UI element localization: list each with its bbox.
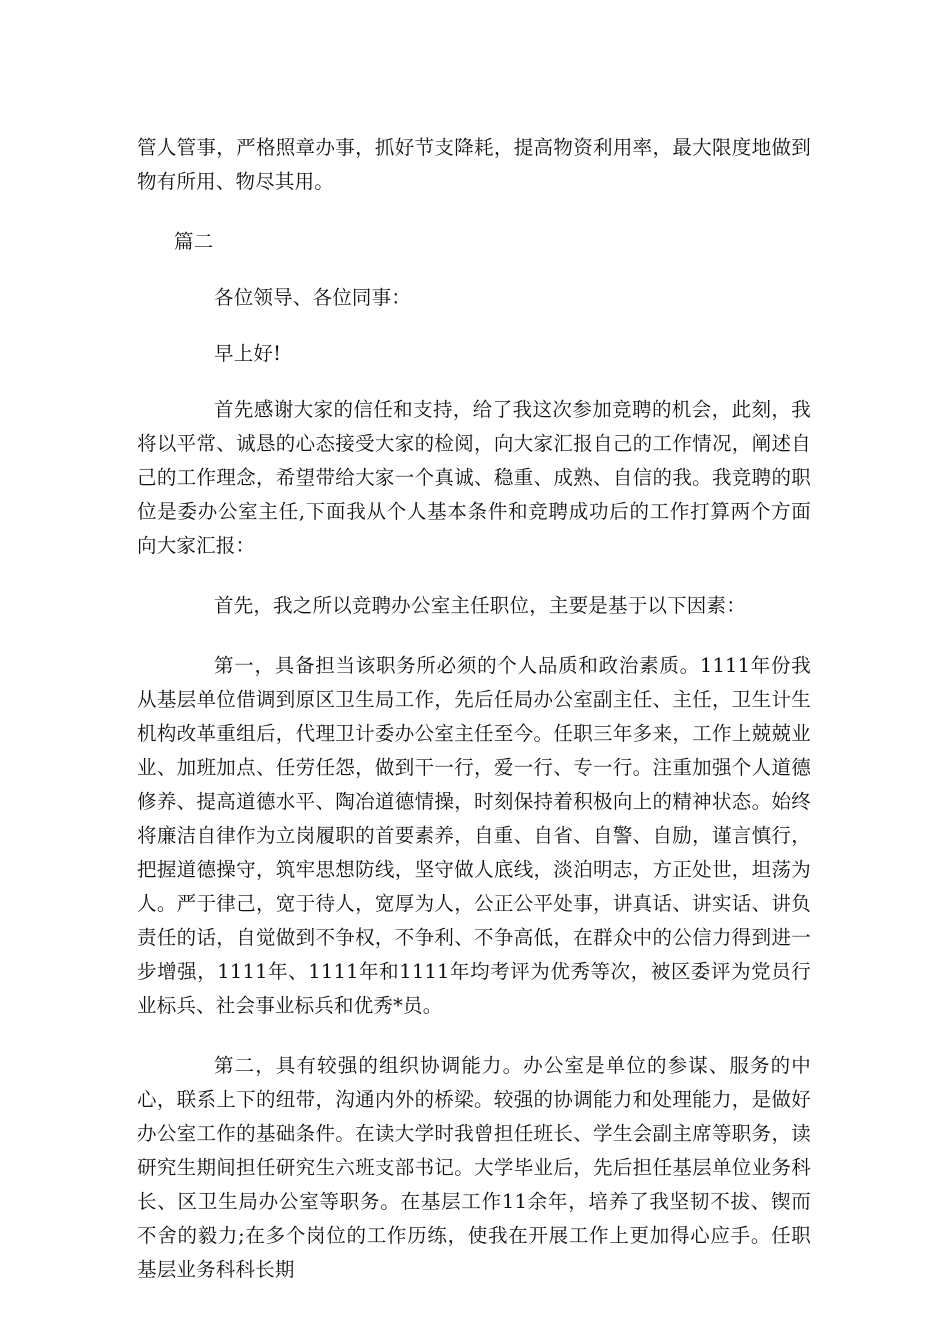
paragraph-continuation: 管人管事，严格照章办事，抓好节支降耗，提高物资利用率，最大限度地做到物有所用、物尽其用。 [137, 136, 811, 193]
paragraph-first: 第一，具备担当该职务所必须的个人品质和政治素质。1111年份我从基层单位借调到原区卫生局工作，先后任局办公室副主任、主任，卫生计生机构改革重组后，代理卫计委办公室主任至今。任职三年多来，工作上兢兢业业、加班加点、任劳任怨，做到干一行，爱一行、专一行。注重加强个人道德修养、提高道德水平、陶冶道德情操，时刻保持着积极向上的精神状态。始终将廉洁自律作为立岗履职的首要素养，自重、自省、自警、自励，谨言慎行，把握道德操守，筑牢思想防线，坚守做人底线，淡泊明志，方正处世，坦荡为人。严于律己，宽于待人，宽厚为人，公正公平处事，讲真话、讲实话、讲负责任的话，自觉做到不争权，不争利、不争高低，在群众中的公信力得到进一步增强，1111年、1111年和1111年均考评为优秀等次，被区委评为党员行业标兵、社会事业标兵和优秀*员。 [137, 654, 811, 1017]
paragraph-second: 第二，具有较强的组织协调能力。办公室是单位的参谋、服务的中心，联系上下的纽带，沟通内外的桥梁。较强的协调能力和处理能力，是做好办公室工作的基础条件。在读大学时我曾担任班长、学生会副主席等职务，读研究生期间担任研究生六班支部书记。大学毕业后，先后担任基层单位业务科长、区卫生局办公室等职务。在基层工作11余年，培养了我坚韧不拔、锲而不舍的毅力;在多个岗位的工作历练，使我在开展工作上更加得心应手。任职基层业务科科长期 [137, 1054, 811, 1281]
document-body [137, 131, 811, 1287]
paragraph-intro: 首先感谢大家的信任和支持，给了我这次参加竞聘的机会，此刻，我将以平常、诚恳的心态接受大家的检阅，向大家汇报自己的工作情况，阐述自己的工作理念，希望带给大家一个真诚、稳重、成熟、自信的我。我竞聘的职位是委办公室主任,下面我从个人基本条件和竞聘成功后的工作打算两个方面向大家汇报： [137, 398, 811, 557]
paragraph-reasons: 首先，我之所以竞聘办公室主任职位，主要是基于以下因素： [214, 594, 746, 617]
section-heading: 篇二 [174, 230, 214, 253]
salutation: 各位领导、各位同事： [214, 286, 412, 309]
greeting: 早上好! [214, 342, 282, 365]
